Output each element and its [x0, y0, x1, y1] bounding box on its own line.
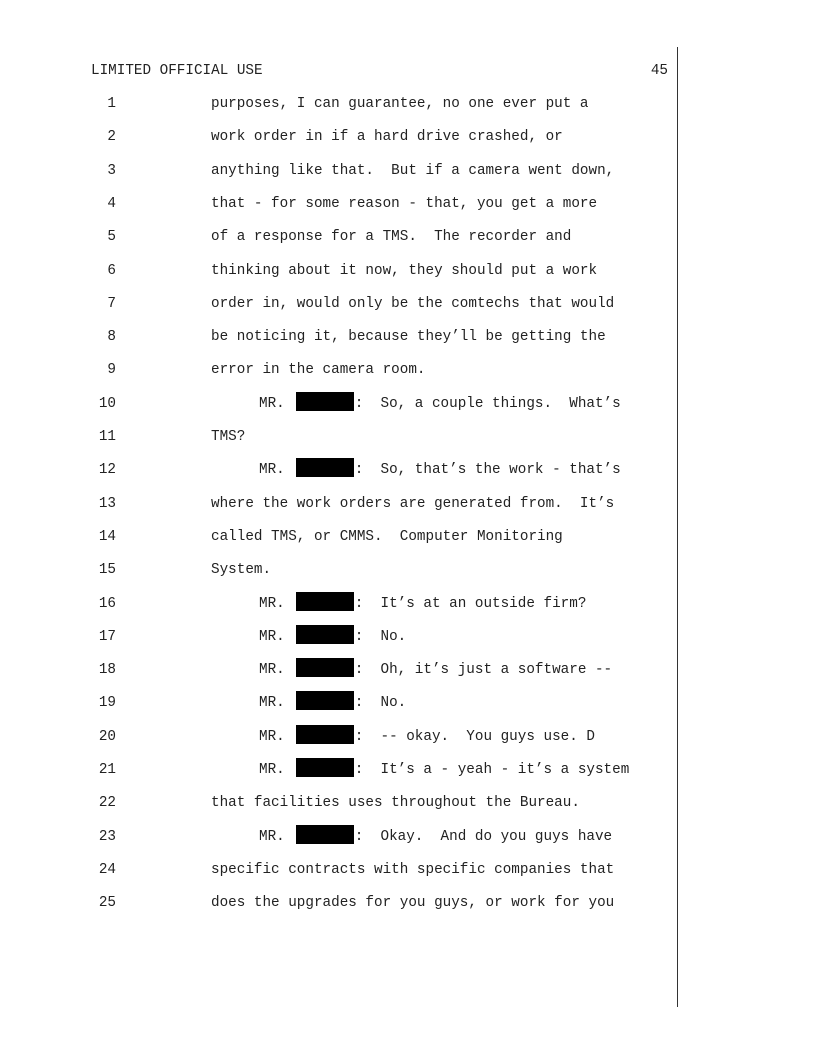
- line-text: System.: [211, 562, 272, 579]
- transcript-line: [0, 592, 816, 616]
- transcript-line: [0, 825, 816, 849]
- speaker-title: MR.: [259, 762, 285, 778]
- line-number: 4: [107, 195, 116, 212]
- speaker-utterance: : Okay. And do you guys have: [354, 828, 613, 845]
- transcript-line: [0, 691, 816, 715]
- line-text: [259, 825, 612, 849]
- line-number: 20: [98, 728, 116, 745]
- transcript-line: [0, 458, 816, 482]
- line-number: 5: [107, 229, 116, 246]
- line-text: be noticing it, because they’ll be getting the: [211, 329, 606, 346]
- redaction-box: [296, 592, 354, 611]
- redaction-box: [296, 458, 354, 477]
- line-text: order in, would only be the comtechs that would: [211, 295, 615, 312]
- redaction-box: [296, 691, 354, 710]
- transcript-line: [0, 292, 816, 316]
- line-text: of a response for a TMS. The recorder and: [211, 229, 572, 246]
- transcript-line: [0, 858, 816, 882]
- line-number: 7: [107, 295, 116, 312]
- transcript-line: [0, 791, 816, 815]
- redaction-box: [296, 758, 354, 777]
- redaction-box: [296, 625, 354, 644]
- line-number: 12: [98, 462, 116, 479]
- line-number: 13: [98, 495, 116, 512]
- line-text: [259, 691, 406, 715]
- speaker-utterance: : Oh, it’s just a software --: [354, 662, 613, 679]
- speaker-utterance: : It’s a - yeah - it’s a system: [354, 762, 630, 778]
- line-text: [259, 392, 621, 416]
- transcript-line: [0, 92, 816, 116]
- speaker-title: MR.: [259, 695, 285, 712]
- redaction-box: [296, 658, 354, 677]
- line-text: [259, 458, 621, 482]
- line-text: that - for some reason - that, you get a more: [211, 195, 598, 212]
- speaker-title: MR.: [259, 628, 285, 645]
- speaker-title: MR.: [259, 395, 285, 412]
- line-number: 18: [98, 662, 116, 679]
- line-text: where the work orders are generated from. It’s: [211, 495, 615, 512]
- line-text: called TMS, or CMMS. Computer Monitoring: [211, 528, 563, 545]
- transcript-line: [0, 625, 816, 649]
- line-number: 8: [107, 329, 116, 346]
- transcript-line: [0, 658, 816, 682]
- transcript-line: [0, 358, 816, 382]
- line-number: 3: [107, 162, 116, 179]
- redaction-box: [296, 825, 354, 844]
- line-text: work order in if a hard drive crashed, or: [211, 129, 563, 146]
- line-number: 23: [98, 828, 116, 845]
- transcript-line: [0, 758, 816, 782]
- transcript-line: [0, 425, 816, 449]
- speaker-title: MR.: [259, 828, 285, 845]
- transcript-line: [0, 891, 816, 915]
- line-text: thinking about it now, they should put a work: [211, 262, 598, 279]
- transcript-line: [0, 159, 816, 183]
- line-text: does the upgrades for you guys, or work for you: [211, 895, 615, 912]
- transcript-line: [0, 325, 816, 349]
- transcript-line: [0, 725, 816, 749]
- transcript-line: [0, 392, 816, 416]
- line-number: 6: [107, 262, 116, 279]
- transcript-line: [0, 259, 816, 283]
- transcript-line: [0, 125, 816, 149]
- speaker-utterance: : -- okay. You guys use. D: [354, 728, 595, 745]
- line-text: [259, 725, 595, 749]
- line-number: 21: [98, 762, 116, 778]
- line-number: 9: [107, 362, 116, 379]
- line-number: 25: [98, 895, 116, 912]
- line-number: 16: [98, 595, 116, 612]
- classification-marking: LIMITED OFFICIAL USE: [91, 63, 263, 79]
- line-text: purposes, I can guarantee, no one ever put a: [211, 96, 589, 112]
- line-number: 15: [98, 562, 116, 579]
- speaker-title: MR.: [259, 728, 285, 745]
- line-number: 11: [98, 429, 116, 445]
- line-text: that facilities uses throughout the Bureau.: [211, 795, 580, 812]
- speaker-title: MR.: [259, 462, 285, 479]
- speaker-utterance: : No.: [354, 628, 407, 645]
- line-text: [259, 625, 406, 649]
- line-text: specific contracts with specific companies that: [211, 861, 615, 878]
- redaction-box: [296, 725, 354, 744]
- line-text: TMS?: [211, 429, 246, 445]
- line-text: [259, 658, 612, 682]
- transcript-line: [0, 525, 816, 549]
- redaction-box: [296, 392, 354, 411]
- line-text: error in the camera room.: [211, 362, 426, 379]
- line-text: [259, 758, 629, 782]
- line-number: 2: [107, 129, 116, 146]
- line-number: 14: [98, 528, 116, 545]
- line-number: 24: [98, 861, 116, 878]
- page-number: 45: [650, 63, 668, 79]
- speaker-utterance: : It’s at an outside firm?: [354, 595, 587, 612]
- speaker-title: MR.: [259, 595, 285, 612]
- line-number: 22: [98, 795, 116, 812]
- line-text: [259, 592, 586, 616]
- line-text: anything like that. But if a camera went down,: [211, 162, 615, 179]
- speaker-utterance: : No.: [354, 695, 407, 712]
- page-header: [91, 61, 668, 81]
- speaker-title: MR.: [259, 662, 285, 679]
- line-number: 10: [98, 395, 116, 412]
- speaker-utterance: : So, a couple things. What’s: [354, 395, 621, 412]
- transcript-line: [0, 558, 816, 582]
- transcript-line: [0, 492, 816, 516]
- line-number: 17: [98, 628, 116, 645]
- line-number: 19: [98, 695, 116, 712]
- speaker-utterance: : So, that’s the work - that’s: [354, 462, 621, 479]
- line-number: 1: [107, 96, 116, 112]
- transcript-line: [0, 225, 816, 249]
- transcript-line: [0, 192, 816, 216]
